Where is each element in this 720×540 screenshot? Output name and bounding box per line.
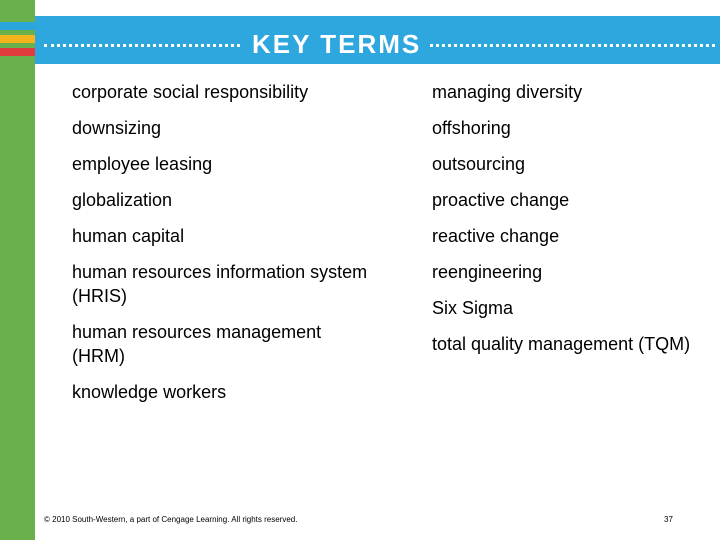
page-number: 37 [664,515,673,524]
header-dots-left [44,44,240,47]
copyright-footer: © 2010 South-Western, a part of Cengage Learning. All rights reserved. [44,515,298,524]
left-sidebar [0,0,35,540]
term-item: employee leasing [72,154,213,174]
term-item: human resources management (HRM) [72,322,322,366]
term-item: total quality management (TQM) [432,334,691,354]
term-item: knowledge workers [72,382,227,402]
term-item: reengineering [432,262,543,282]
term-item: human capital [72,226,185,246]
term-item: proactive change [432,190,570,210]
term-item: downsizing [72,118,162,138]
term-item: Six Sigma [432,298,514,318]
term-item: human resources information system (HRIS) [72,262,368,306]
term-item: managing diversity [432,82,583,102]
term-item: outsourcing [432,154,526,174]
term-item: offshoring [432,118,511,138]
stripe-blue [0,22,35,30]
stripe-red [0,48,35,56]
header-dots-right [430,44,715,47]
term-item: reactive change [432,226,560,246]
stripe-yellow [0,35,35,43]
term-item: globalization [72,190,173,210]
term-item: corporate social responsibility [72,82,309,102]
page-title: KEY TERMS [252,29,422,59]
